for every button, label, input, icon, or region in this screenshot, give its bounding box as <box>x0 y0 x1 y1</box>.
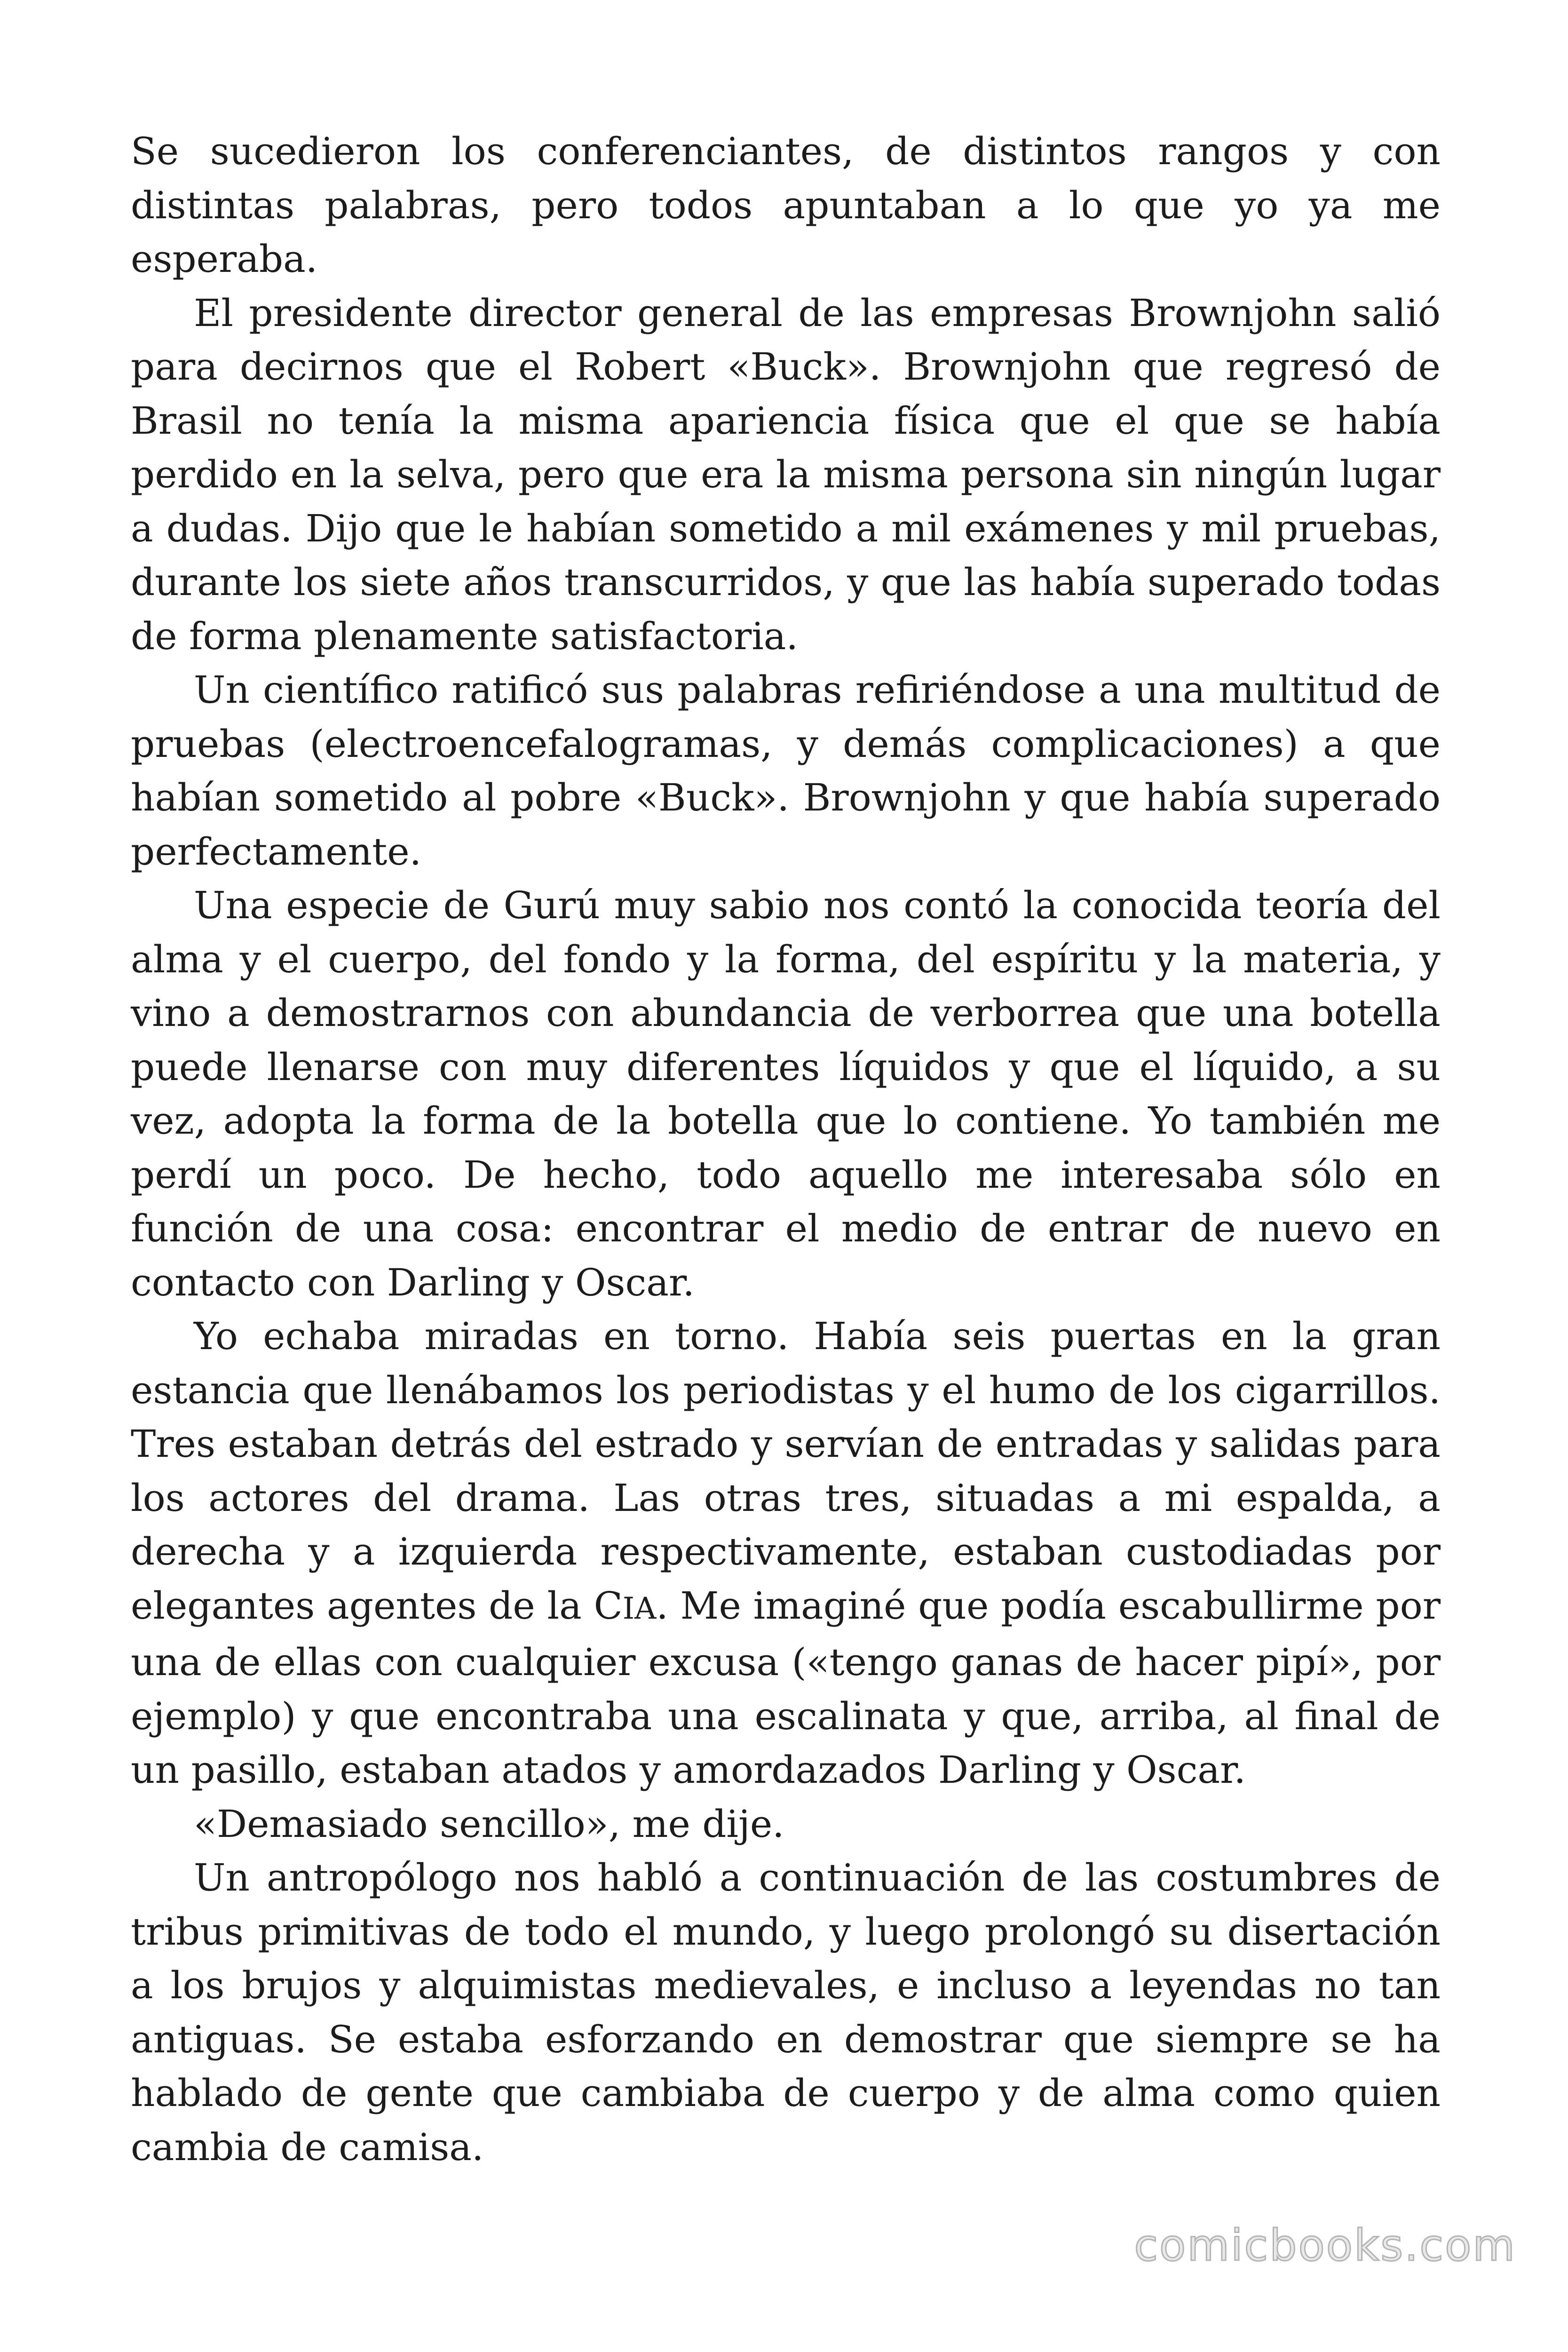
paragraph-3: Un científico ratificó sus palabras refiriéndose a una multitud de pruebas (electroencefalogramas, y demás complicaciones) a que habían sometido al pobre «Buck». Brownjohn y que había superado perfectamente. <box>131 668 1441 874</box>
cia-initial: C <box>594 1583 623 1628</box>
paragraph-2: El presidente director general de las empresas Brownjohn salió para decirnos que el Robert «Buck». Brownjohn que regresó de Brasil no tenía la misma apariencia física que el que se había perdido en la selva, pero que era la misma persona sin ningún lugar a dudas. Dijo que le habían sometido a mil exámenes y mil pruebas, durante los siete años transcurridos, y que las había superado todas de forma plenamente satisfactoria. <box>131 291 1441 658</box>
cia-small-caps: IA <box>622 1591 657 1626</box>
paragraph-5 <box>131 1310 1441 1797</box>
paragraph-5-before: Yo echaba miradas en torno. Había seis puertas en la gran estancia que llenábamos los periodistas y el humo de los cigarrillos. Tres estaban detrás del estrado y servían de entradas y salidas para los actores del drama. Las otras tres, situadas a mi espalda, a derecha y a izquierda respectivamente, estaban custodiadas por elegantes agentes de la <box>131 1314 1441 1628</box>
paragraph-4: Una especie de Gurú muy sabio nos contó la conocida teoría del alma y el cuerpo, del fondo y la forma, del espíritu y la materia, y vino a demostrarnos con abundancia de verborrea que una botella puede llenarse con muy diferentes líquidos y que el líquido, a su vez, adopta la forma de la botella que lo contiene. Yo también me perdí un poco. De hecho, todo aquello me interesaba sólo en función de una cosa: encontrar el medio de entrar de nuevo en contacto con Darling y Oscar. <box>131 883 1441 1304</box>
paragraph-7: Un antropólogo nos habló a continuación de las costumbres de tribus primitivas de todo el mundo, y luego prolongó su disertación a los brujos y alquimistas medievales, e incluso a leyendas no tan antiguas. Se estaba esforzando en demostrar que siempre se ha hablado de gente que cambiaba de cuerpo y de alma como quien cambia de camisa. <box>131 1856 1441 2169</box>
paragraph-1: Se sucedieron los conferenciantes, de distintos rangos y con distintas palabras, pero todos apuntaban a lo que yo ya me esperaba. <box>131 129 1441 281</box>
watermark: comicbooks.com <box>1134 2220 1516 2271</box>
paragraph-6: «Demasiado sencillo», me dije. <box>194 1802 784 1846</box>
paragraph-5-after: . Me imaginé que podía escabullirme por una de ellas con cualquier excusa («tengo ganas de hacer pipí», por ejemplo) y que encontraba una escalinata y que, arriba, al final de un pasillo, estaban atados y amordazados Darling y Oscar. <box>131 1583 1441 1792</box>
page-body <box>131 125 1441 2174</box>
